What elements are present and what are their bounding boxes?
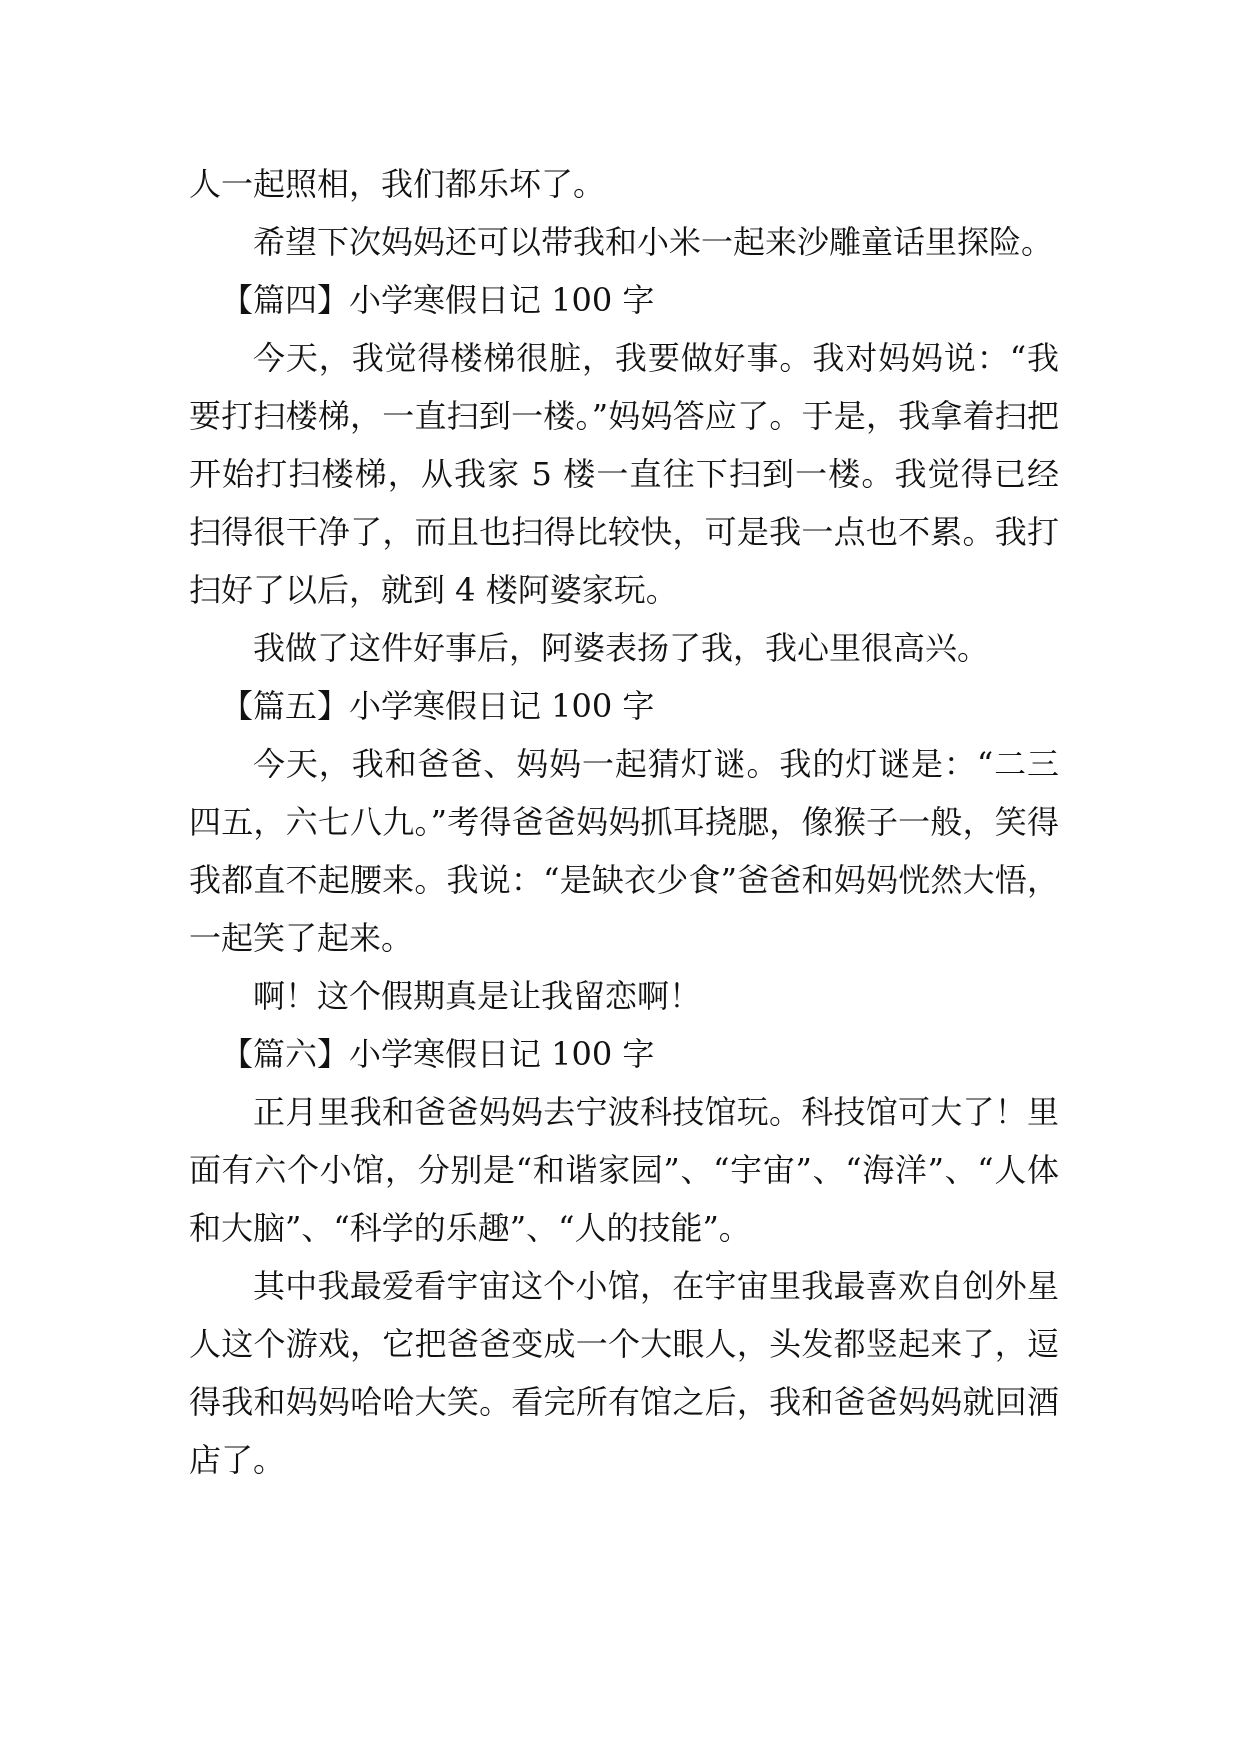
section-heading-6: 【篇六】小学寒假日记 100 字 [221, 1035, 655, 1073]
paragraph: 今天，我觉得楼梯很脏，我要做好事。我对妈妈说：“我要打扫楼梯，一直扫到一楼。”妈妈答应了。于是，我拿着扫把开始打扫楼梯，从我家 5 楼一直往下扫到一楼。我觉得已经扫得很干净了，而且也扫得比较快，可是我一点也不累。我打扫好了以后，就到 4 楼阿婆家玩。 [189, 339, 1059, 609]
paragraph: 其中我最爱看宇宙这个小馆，在宇宙里我最喜欢自创外星人这个游戏，它把爸爸变成一个大眼人，头发都竖起来了，逗得我和妈妈哈哈大笑。看完所有馆之后，我和爸爸妈妈就回酒店了。 [189, 1267, 1059, 1479]
paragraph-continuation: 人一起照相，我们都乐坏了。 [189, 165, 606, 203]
paragraph: 啊！这个假期真是让我留恋啊！ [253, 977, 702, 1015]
section-heading-5: 【篇五】小学寒假日记 100 字 [221, 687, 655, 725]
paragraph: 希望下次妈妈还可以带我和小米一起来沙雕童话里探险。 [253, 223, 1054, 261]
paragraph: 正月里我和爸爸妈妈去宁波科技馆玩。科技馆可大了！里面有六个小馆，分别是“和谐家园”、“宇宙”、“海洋”、“人体和大脑”、“科学的乐趣”、“人的技能”。 [189, 1093, 1059, 1247]
section-heading-4: 【篇四】小学寒假日记 100 字 [221, 281, 655, 319]
paragraph: 今天，我和爸爸、妈妈一起猜灯谜。我的灯谜是：“二三四五，六七八九。”考得爸爸妈妈抓耳挠腮，像猴子一般，笑得我都直不起腰来。我说：“是缺衣少食”爸爸和妈妈恍然大悟，一起笑了起来。 [189, 745, 1059, 957]
paragraph: 我做了这件好事后，阿婆表扬了我，我心里很高兴。 [253, 629, 990, 667]
document-body [189, 155, 1059, 1489]
